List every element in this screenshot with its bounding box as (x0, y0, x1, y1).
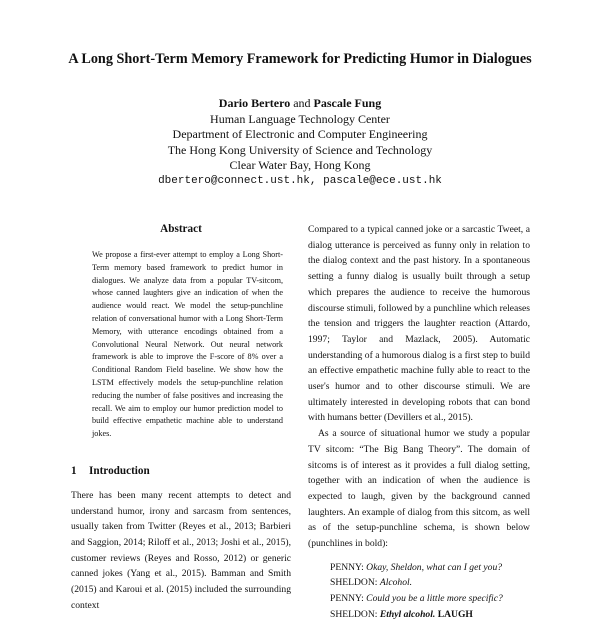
introduction-paragraph: There has been many recent attempts to detect and understand humor, irony and sarcasm from sentences, usually taken from Twitter (Reyes et al., 2013; Barbieri and Saggion, 2014; Riloff et al., 2013; Joshi et al., 2015), customer reviews (Reyes and Rosso, 2012) or generic canned jokes (Yang et al., 2015). Bamman and Smith (2015) and Karoui et al. (2015) included the surrounding context (71, 489, 291, 611)
section-title: Introduction (89, 464, 150, 477)
dialog-line: Okay, Sheldon, what can I get you? (366, 561, 503, 573)
left-column (71, 222, 291, 614)
author-names (0, 96, 600, 112)
right-column (308, 222, 530, 623)
author-block (0, 96, 600, 190)
affiliation-line: Department of Electronic and Computer Engineering (172, 127, 428, 142)
author-emails: dbertero@connect.ust.hk, pascale@ece.ust.hk (158, 174, 442, 187)
author-name-2: Pascale Fung (313, 96, 382, 110)
abstract-heading: Abstract (160, 223, 202, 235)
section-number: 1 (71, 464, 77, 477)
dialog-turn (330, 591, 530, 607)
abstract-text: We propose a first-ever attempt to employ a Long Short-Term memory based framework to predict humor in dialogues. We analyze data from a popular TV-sitcom, whose canned laughters give an indication of when the audience would react. We model the setup-punchline relation of conversational humor with a Long Short-Term Memory, with utterance encodings obtained from a Convolutional Neural Network. Out neural network framework is able to improve the F-score of 8% over a Conditional Random Field baseline. We show how the LSTM effectively models the setup-punchline relation reducing the number of false positives and increasing the recall. We aim to employ our humor prediction model to build effective empathetic machine able to understand jokes. (92, 250, 283, 439)
dialog-line-punchline: Ethyl alcohol. (379, 608, 436, 620)
dialog-speaker: PENNY: (330, 593, 364, 605)
dialog-turn (330, 575, 530, 591)
paper-title: A Long Short-Term Memory Framework for Predicting Humor in Dialogues (68, 51, 532, 67)
dialog-example (308, 560, 530, 623)
affiliation-line: Clear Water Bay, Hong Kong (229, 158, 371, 173)
dialog-turn (330, 560, 530, 576)
author-conjunction: and (293, 96, 311, 110)
section-heading-introduction (71, 464, 291, 478)
author-name-1: Dario Bertero (218, 96, 291, 110)
affiliation-line: The Hong Kong University of Science and Technology (167, 142, 433, 157)
dialog-speaker: SHELDON: (330, 608, 378, 620)
body-paragraph-1: Compared to a typical canned joke or a sarcastic Tweet, a dialog utterance is perceived as funny only in relation to the dialog context and the past history. In a spontaneous setting a funny dialog is usually built through a setup which prepares the audience to receive the humorous discourse stimuli, followed by a punchline which releases the tension and triggers the laughter reaction (Attardo, 1997; Taylor and Mazlack, 2005). Automatic understanding of a humorous dialog is a first step to build an effective empathetic machine fully able to react to the user's humor and to other discourse stimuli. We are ultimately interested in developing robots that can bond with humans better (Devillers et al., 2015). (308, 224, 530, 424)
body-paragraph-2: As a source of situational humor we study a popular TV sitcom: “The Big Bang Theory”. The domain of sitcoms is of interest as it provides a full dialog setting, together with an indication of when the audience is expected to laugh, given by the background canned laughters. An example of dialog from this sitcom, as well as of the setup-punchline schema, is shown below (punchlines in bold): (308, 428, 530, 550)
dialog-line: Alcohol. (379, 577, 413, 589)
dialog-turn (330, 607, 530, 623)
affiliation-line: Human Language Technology Center (210, 111, 390, 126)
dialog-speaker: SHELDON: (330, 577, 378, 589)
laugh-tag: LAUGH (437, 608, 473, 620)
dialog-speaker: PENNY: (330, 561, 364, 573)
dialog-line: Could you be a little more specific? (366, 593, 503, 605)
